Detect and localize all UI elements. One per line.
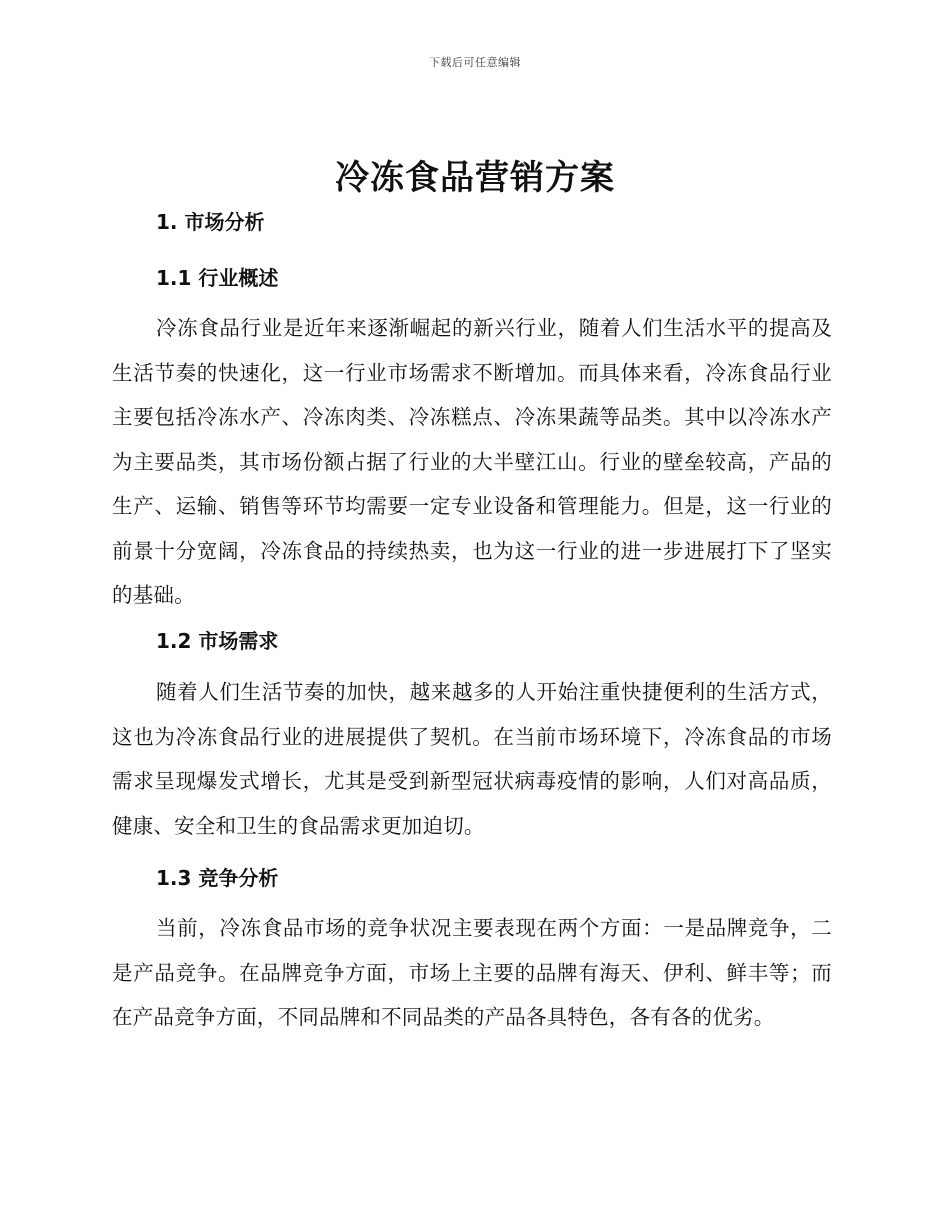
section-heading-market-analysis: 1. 市场分析 [156,210,265,234]
paragraph-market-demand: 随着人们生活节奏的加快，越来越多的人开始注重快捷便利的生活方式，这也为冷冻食品行业的进展提供了契机。在当前市场环境下，冷冻食品的市场需求呈现爆发式增长，尤其是受到新型冠状病毒疫情的影响，人们对高品质，健康、安全和卫生的食品需求更加迫切。 [112,680,832,838]
section-heading-market-demand: 1.2 市场需求 [156,629,279,653]
section-heading-competition-analysis: 1.3 竞争分析 [156,866,279,890]
page-header-note: 下载后可任意编辑 [429,56,521,69]
paragraph-industry-overview: 冷冻食品行业是近年来逐渐崛起的新兴行业，随着人们生活水平的提高及生活节奏的快速化，这一行业市场需求不断增加。而具体来看，冷冻食品行业主要包括冷冻水产、冷冻肉类、冷冻糕点、冷冻果蔬等品类。其中以冷冻水产为主要品类，其市场份额占据了行业的大半壁江山。行业的壁垒较高，产品的生产、运输、销售等环节均需要一定专业设备和管理能力。但是，这一行业的前景十分宽阔，冷冻食品的持续热卖，也为这一行业的进一步进展打下了坚实的基础。 [112,316,832,607]
paragraph-competition-analysis: 当前，冷冻食品市场的竞争状况主要表现在两个方面：一是品牌竞争，二是产品竞争。在品牌竞争方面，市场上主要的品牌有海天、伊利、鲜丰等；而在产品竞争方面，不同品牌和不同品类的产品各具特色，各有各的优劣。 [112,916,832,1029]
document-title: 冷冻食品营销方案 [335,158,615,198]
section-heading-industry-overview: 1.1 行业概述 [156,266,279,290]
